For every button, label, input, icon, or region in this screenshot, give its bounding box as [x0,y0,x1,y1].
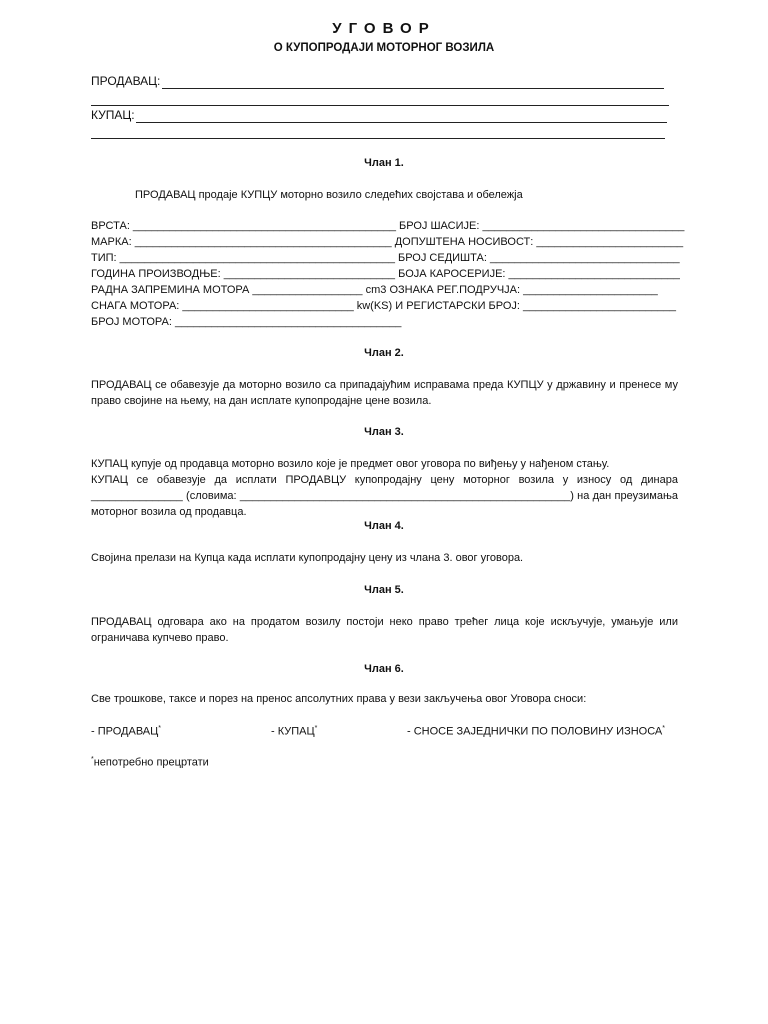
article-4-heading: Члан 4. [364,520,404,532]
option-seller[interactable] [91,725,161,738]
vehicle-field-row[interactable]: БРОЈ МОТОРА: _____________________________________ [91,316,402,328]
article-6-heading: Члан 6. [364,663,404,675]
footnote-mark: * [314,725,318,732]
article-2-text: ПРОДАВАЦ се обавезује да моторно возило са припадајућим исправама преда КУПЦУ у државину и пренесе му право својине на њему, на дан исплате купопродајне цене возила. [91,379,678,407]
document-subtitle: О КУПОПРОДАЈИ МОТОРНОГ ВОЗИЛА [273,42,495,54]
buyer-label: КУПАЦ: [91,108,135,122]
vehicle-field-row[interactable]: ВРСТА: ___________________________________________ БРОЈ ШАСИЈЕ: _________________________________ [91,220,685,232]
document-title: УГОВОР [332,20,436,37]
article-5-heading: Члан 5. [364,584,404,596]
seller-label: ПРОДАВАЦ: [91,74,161,88]
article-1-heading: Члан 1. [364,157,404,169]
footnote-text: непотребно прецртати [93,756,209,769]
article-3-line-1: КУПАЦ купује од продавца моторно возило које је предмет овог уговора по виђењу у нађеном стању. [91,458,610,470]
vehicle-field-row[interactable]: МАРКА: __________________________________________ ДОПУШТЕНА НОСИВОСТ: ________________________ [91,236,684,248]
footnote-mark: * [91,756,94,763]
vehicle-field-row[interactable]: СНАГА МОТОРА: ____________________________ kw(KS) И РЕГИСТАРСКИ БРОЈ: _________________________ [91,300,676,312]
footnote-mark: * [158,725,162,732]
vehicle-field-row[interactable]: ГОДИНА ПРОИЗВОДЊЕ: ____________________________ БОЈА КАРОСЕРИЈЕ: ____________________________ [91,268,680,280]
footnote-mark: * [662,725,666,732]
seller-field-line[interactable] [162,88,664,89]
option-buyer[interactable] [271,725,317,738]
article-2-heading: Члан 2. [364,347,404,359]
vehicle-field-row[interactable]: ТИП: _____________________________________________ БРОЈ СЕДИШТА: _______________________________ [91,252,680,264]
article-3-heading: Члан 3. [364,426,404,438]
buyer-field-line[interactable] [136,122,667,123]
footnote [91,756,209,769]
article-3-text: КУПАЦ се обавезује да исплати ПРОДАВЦУ купопродајну цену моторног возила у износу од динара _______________ (словима: ______________________________________________________) на дан преузимања моторног возила од продавца. [91,474,678,518]
article-4-text: Својина прелази на Купца када исплати купопродајну цену из члана 3. овог уговора. [91,552,524,564]
option-seller-label: - ПРОДАВАЦ [91,725,159,738]
option-shared[interactable] [407,725,665,738]
vehicle-field-row[interactable]: РАДНА ЗАПРЕМИНА МОТОРА __________________ cm3 ОЗНАКА РЕГ.ПОДРУЧЈА: ______________________ [91,284,658,296]
article-6-text: Све трошкове, таксе и порез на пренос апсолутних права у вези закључења овог Уговора сноси: [91,693,587,705]
article-1-intro: ПРОДАВАЦ продаје КУПЦУ моторно возило следећих својстава и обележја [135,189,523,201]
option-buyer-label: - КУПАЦ [271,725,315,738]
seller-field-line-2[interactable] [91,105,669,106]
buyer-field-line-2[interactable] [91,138,665,139]
option-shared-label: - СНОСЕ ЗАЈЕДНИЧКИ ПО ПОЛОВИНУ ИЗНОСА [407,725,663,738]
article-5-text: ПРОДАВАЦ одговара ако на продатом возилу постоји неко право трећег лица које искључује, умањује или ограничава купчево право. [91,616,678,644]
